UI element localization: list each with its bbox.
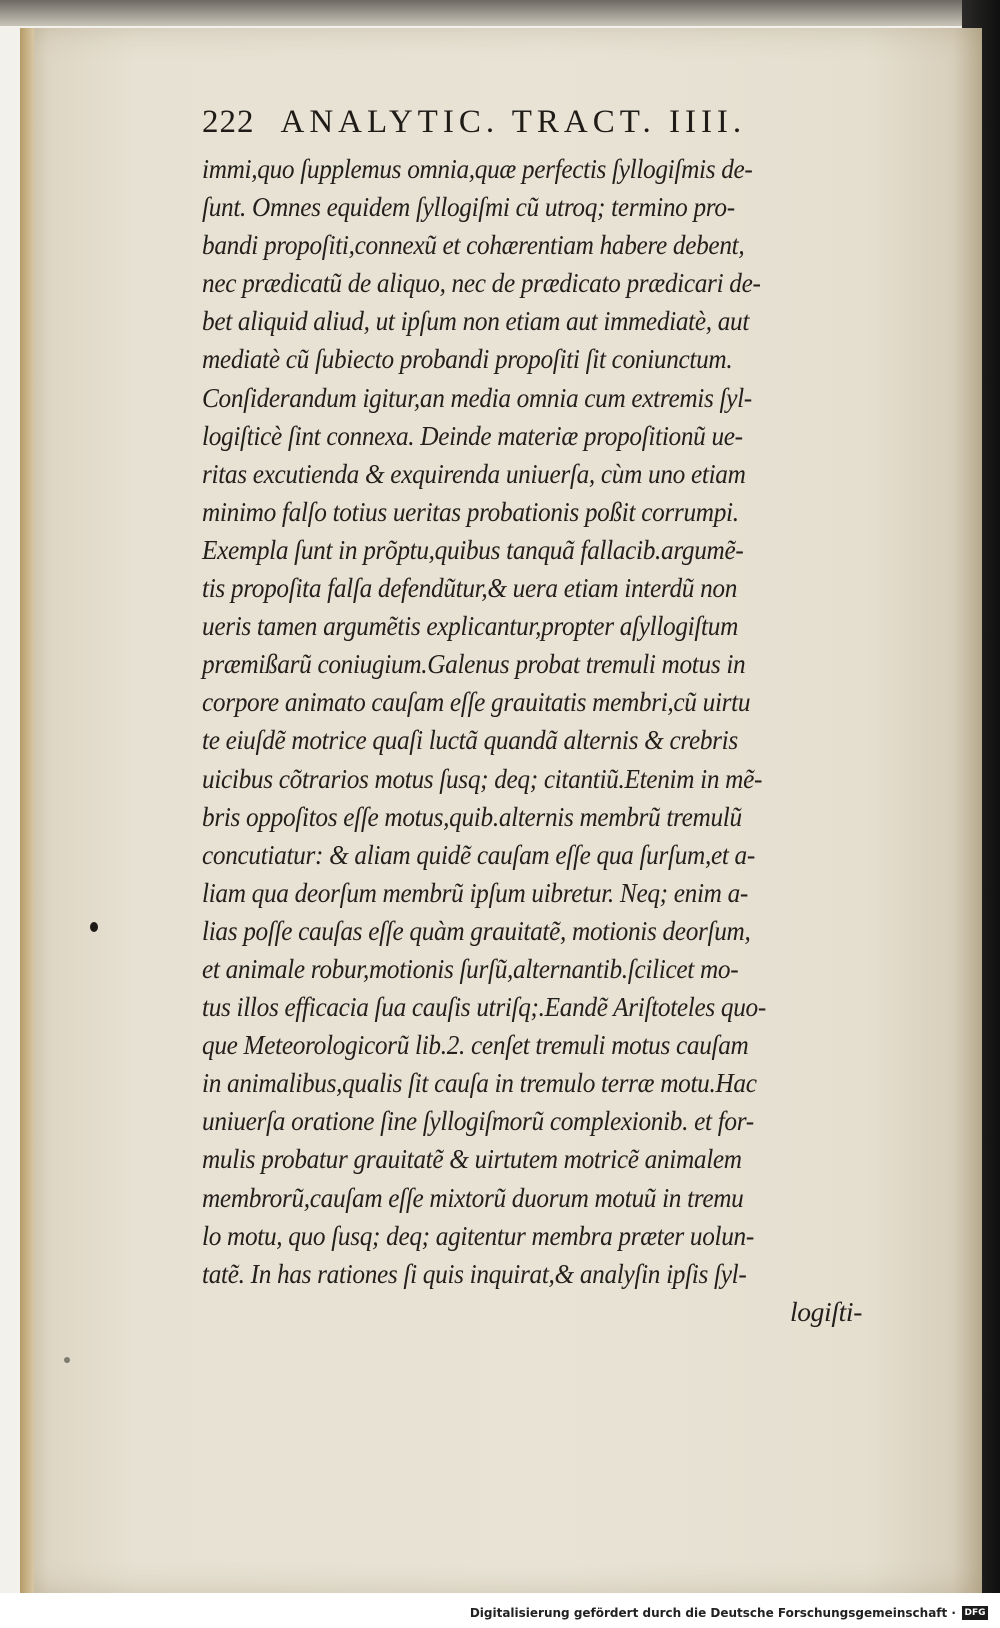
dfg-logo: DFG bbox=[962, 1606, 988, 1620]
text-line: mulis probatur grauitatẽ & uirtutem motricẽ animalem bbox=[202, 1143, 742, 1175]
text-line: membrorũ,cauſam eſſe mixtorũ duorum motuũ in tremu bbox=[202, 1181, 744, 1213]
ink-spot bbox=[90, 922, 98, 932]
text-line: corpore animato cauſam eſſe grauitatis membri,cũ uirtu bbox=[202, 686, 751, 718]
text-line: ueris tamen argumẽtis explicantur,propter aſyllogiſtum bbox=[202, 610, 739, 642]
page-number: 222 bbox=[202, 104, 255, 140]
text-line: bandi propoſiti,connexũ et cohærentiam habere debent, bbox=[202, 229, 745, 261]
text-line: concutiatur: & aliam quidẽ cauſam eſſe qua ſurſum,et a- bbox=[202, 838, 755, 870]
scanner-top-edge bbox=[0, 0, 1000, 26]
text-line: logiſticè ſint connexa. Deinde materiæ propoſitionũ ue- bbox=[202, 419, 743, 451]
text-line: uicibus cõtrarios motus ſusq; deq; citantiũ.Etenim in mẽ- bbox=[202, 762, 763, 794]
text-line: et animale robur,motionis ſurſũ,alternantib.ſcilicet mo- bbox=[202, 952, 739, 984]
text-line: que Meteorologicorũ lib.2. cenſet tremuli motus cauſam bbox=[202, 1029, 749, 1061]
text-line: bris oppoſitos eſſe motus,quib.alternis membrũ tremulũ bbox=[202, 800, 742, 832]
text-line: tis propoſita falſa defendũtur,& uera etiam interdũ non bbox=[202, 572, 738, 604]
text-line: tatẽ. In has rationes ſi quis inquirat,& analyſin ipſis ſyl- bbox=[202, 1257, 747, 1289]
text-line: mediatè cũ ſubiecto probandi propoſiti ſit coniunctum. bbox=[202, 343, 733, 375]
text-line: Conſiderandum igitur,an media omnia cum extremis ſyl- bbox=[202, 381, 752, 413]
text-block bbox=[202, 104, 942, 1331]
text-line: uniuerſa oratione ſine ſyllogiſmorũ complexionib. et for- bbox=[202, 1105, 754, 1137]
text-line: lo motu, quo ſusq; deq; agitentur membra præter uolun- bbox=[202, 1219, 754, 1251]
text-line: præmißarũ coniugium.Galenus probat tremuli motus in bbox=[202, 648, 746, 680]
text-line: ſunt. Omnes equidem ſyllogiſmi cũ utroq; termino pro- bbox=[202, 191, 735, 223]
digitization-credit: Digitalisierung gefördert durch die Deutsche Forschungsgemeinschaft · bbox=[469, 1606, 956, 1620]
text-line: Exempla ſunt in prõptu,quibus tanquã fallacib.argumẽ- bbox=[202, 533, 744, 565]
text-line: minimo falſo totius ueritas probationis poßit corrumpi. bbox=[202, 495, 739, 527]
page-left-edge bbox=[20, 28, 34, 1593]
body-text bbox=[202, 150, 942, 1331]
text-line: lias poſſe cauſas eſſe quàm grauitatẽ, motionis deorſum, bbox=[202, 914, 751, 946]
text-line: bet aliquid aliud, ut ipſum non etiam aut immediatè, aut bbox=[202, 305, 750, 337]
text-line: in animalibus,qualis ſit cauſa in tremulo terræ motu.Hac bbox=[202, 1067, 757, 1099]
footer-bar bbox=[0, 1593, 1000, 1628]
text-line: immi,quo ſupplemus omnia,quæ perfectis ſyllogiſmis de- bbox=[202, 153, 753, 184]
ink-spot bbox=[64, 1357, 70, 1363]
text-line: logiſti- bbox=[789, 1295, 862, 1327]
running-head-title: ANALYTIC. TRACT. IIII. bbox=[280, 104, 747, 140]
text-line: liam qua deorſum membrũ ipſum uibretur. Neq; enim a- bbox=[202, 876, 749, 908]
running-head bbox=[202, 104, 942, 150]
text-line: te eiuſdẽ motrice quaſi luctã quandã alternis & crebris bbox=[202, 724, 738, 756]
text-line: nec prædicatũ de aliquo, nec de prædicato prædicari de- bbox=[202, 267, 761, 299]
text-line: tus illos efficacia ſua cauſis utriſq;.Eandẽ Ariſtoteles quo- bbox=[202, 991, 766, 1023]
text-line: ritas excutienda & exquirenda uniuerſa, cùm uno etiam bbox=[202, 457, 746, 489]
